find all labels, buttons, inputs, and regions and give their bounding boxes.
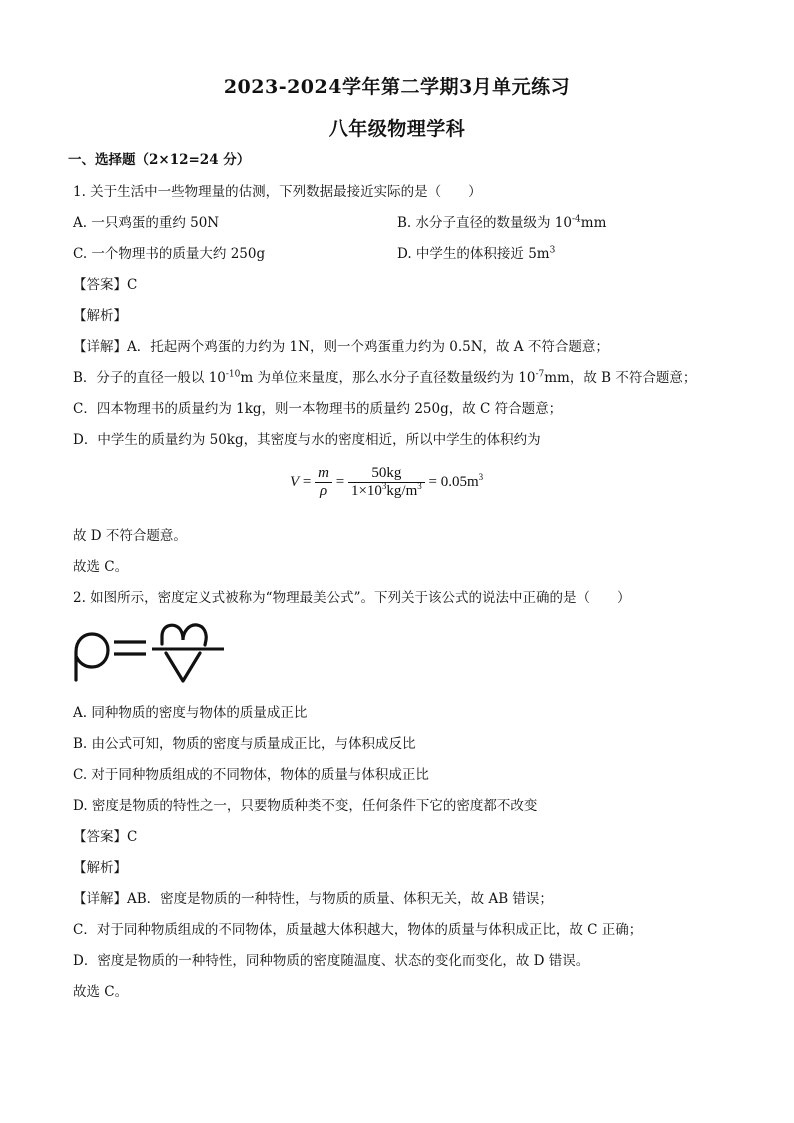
question-1-detail-d: D．中学生的质量约为 50kg，其密度与水的密度相近，所以中学生的体积约为	[73, 432, 541, 448]
question-2-option-a: A. 同种物质的密度与物体的质量成正比	[73, 705, 308, 721]
question-2-analysis-tag: 【解析】	[73, 860, 127, 876]
question-2-choice: 故选 C。	[73, 984, 129, 1000]
question-1-detail-c: C．四本物理书的质量约为 1kg，则一本物理书的质量约 250g，故 C 符合题意；	[73, 401, 563, 417]
question-2-answer: 【答案】C	[73, 829, 138, 845]
question-1-choice: 故选 C。	[73, 559, 129, 575]
question-1-analysis-tag: 【解析】	[73, 308, 127, 324]
section-heading: 一、选择题（2×12=24 分）	[68, 152, 251, 168]
document-subtitle: 八年级物理学科	[328, 118, 466, 140]
question-2-option-b: B. 由公式可知，物质的密度与质量成正比，与体积成反比	[73, 736, 416, 752]
question-2-option-c: C. 对于同种物质组成的不同物体，物体的质量与体积成正比	[73, 767, 429, 783]
question-2-option-d: D. 密度是物质的特性之一，只要物质种类不变，任何条件下它的密度都不改变	[73, 798, 538, 814]
question-1-stem: 1. 关于生活中一些物理量的估测，下列数据最接近实际的是（ ）	[73, 184, 482, 200]
volume-formula: V = $\frac{m}{\rho}$ = $\frac{50kg}{1\times 10^3kg/m^3}$ = $0.05m^3$	[290, 465, 484, 499]
question-1-detail-b: B．分子的直径一般以 $10^{-10}m$ 为单位来量度，那么水分子直径数量级约为 $10^{-7}mm$，故 B 不符合题意；	[73, 369, 697, 386]
numeric-fraction: $\frac{50kg}{1\times 10^3kg/m^3}$	[348, 465, 425, 500]
question-1-option-b: B. 水分子直径的数量级为 $10^{-4}mm$	[397, 214, 607, 231]
question-1-option-c: C. 一个物理书的质量大约 250g	[73, 246, 266, 262]
document-title: 2023-2024学年第二学期3月单元练习	[223, 76, 571, 98]
question-1-conclusion: 故 D 不符合题意。	[73, 528, 187, 544]
question-2-detail-ab: 【详解】AB．密度是物质的一种特性，与物质的质量、体积无关，故 AB 错误；	[73, 891, 553, 907]
question-2-detail-c: C．对于同种物质组成的不同物体，质量越大体积越大，物体的质量与体积成正比，故 C 正确；	[73, 922, 643, 938]
question-2-stem: 2. 如图所示，密度定义式被称为“物理最美公式”。下列关于该公式的说法中正确的是（ ）	[73, 590, 631, 606]
question-1-detail-a: 【详解】A．托起两个鸡蛋的力约为 1N，则一个鸡蛋重力约为 0.5N，故 A 不符合题意；	[73, 339, 609, 355]
mass-over-density-fraction: $\frac{m}{\rho}$	[315, 465, 332, 500]
question-1-option-a: A. 一只鸡蛋的重约 50N	[73, 215, 220, 231]
question-1-option-d: D. 中学生的体积接近 $5m^3$	[397, 245, 556, 262]
question-2-detail-d: D．密度是物质的一种特性，同种物质的密度随温度、状态的变化而变化，故 D 错误。	[73, 953, 590, 969]
question-1-answer: 【答案】C	[73, 277, 138, 293]
density-formula-image	[70, 618, 230, 688]
